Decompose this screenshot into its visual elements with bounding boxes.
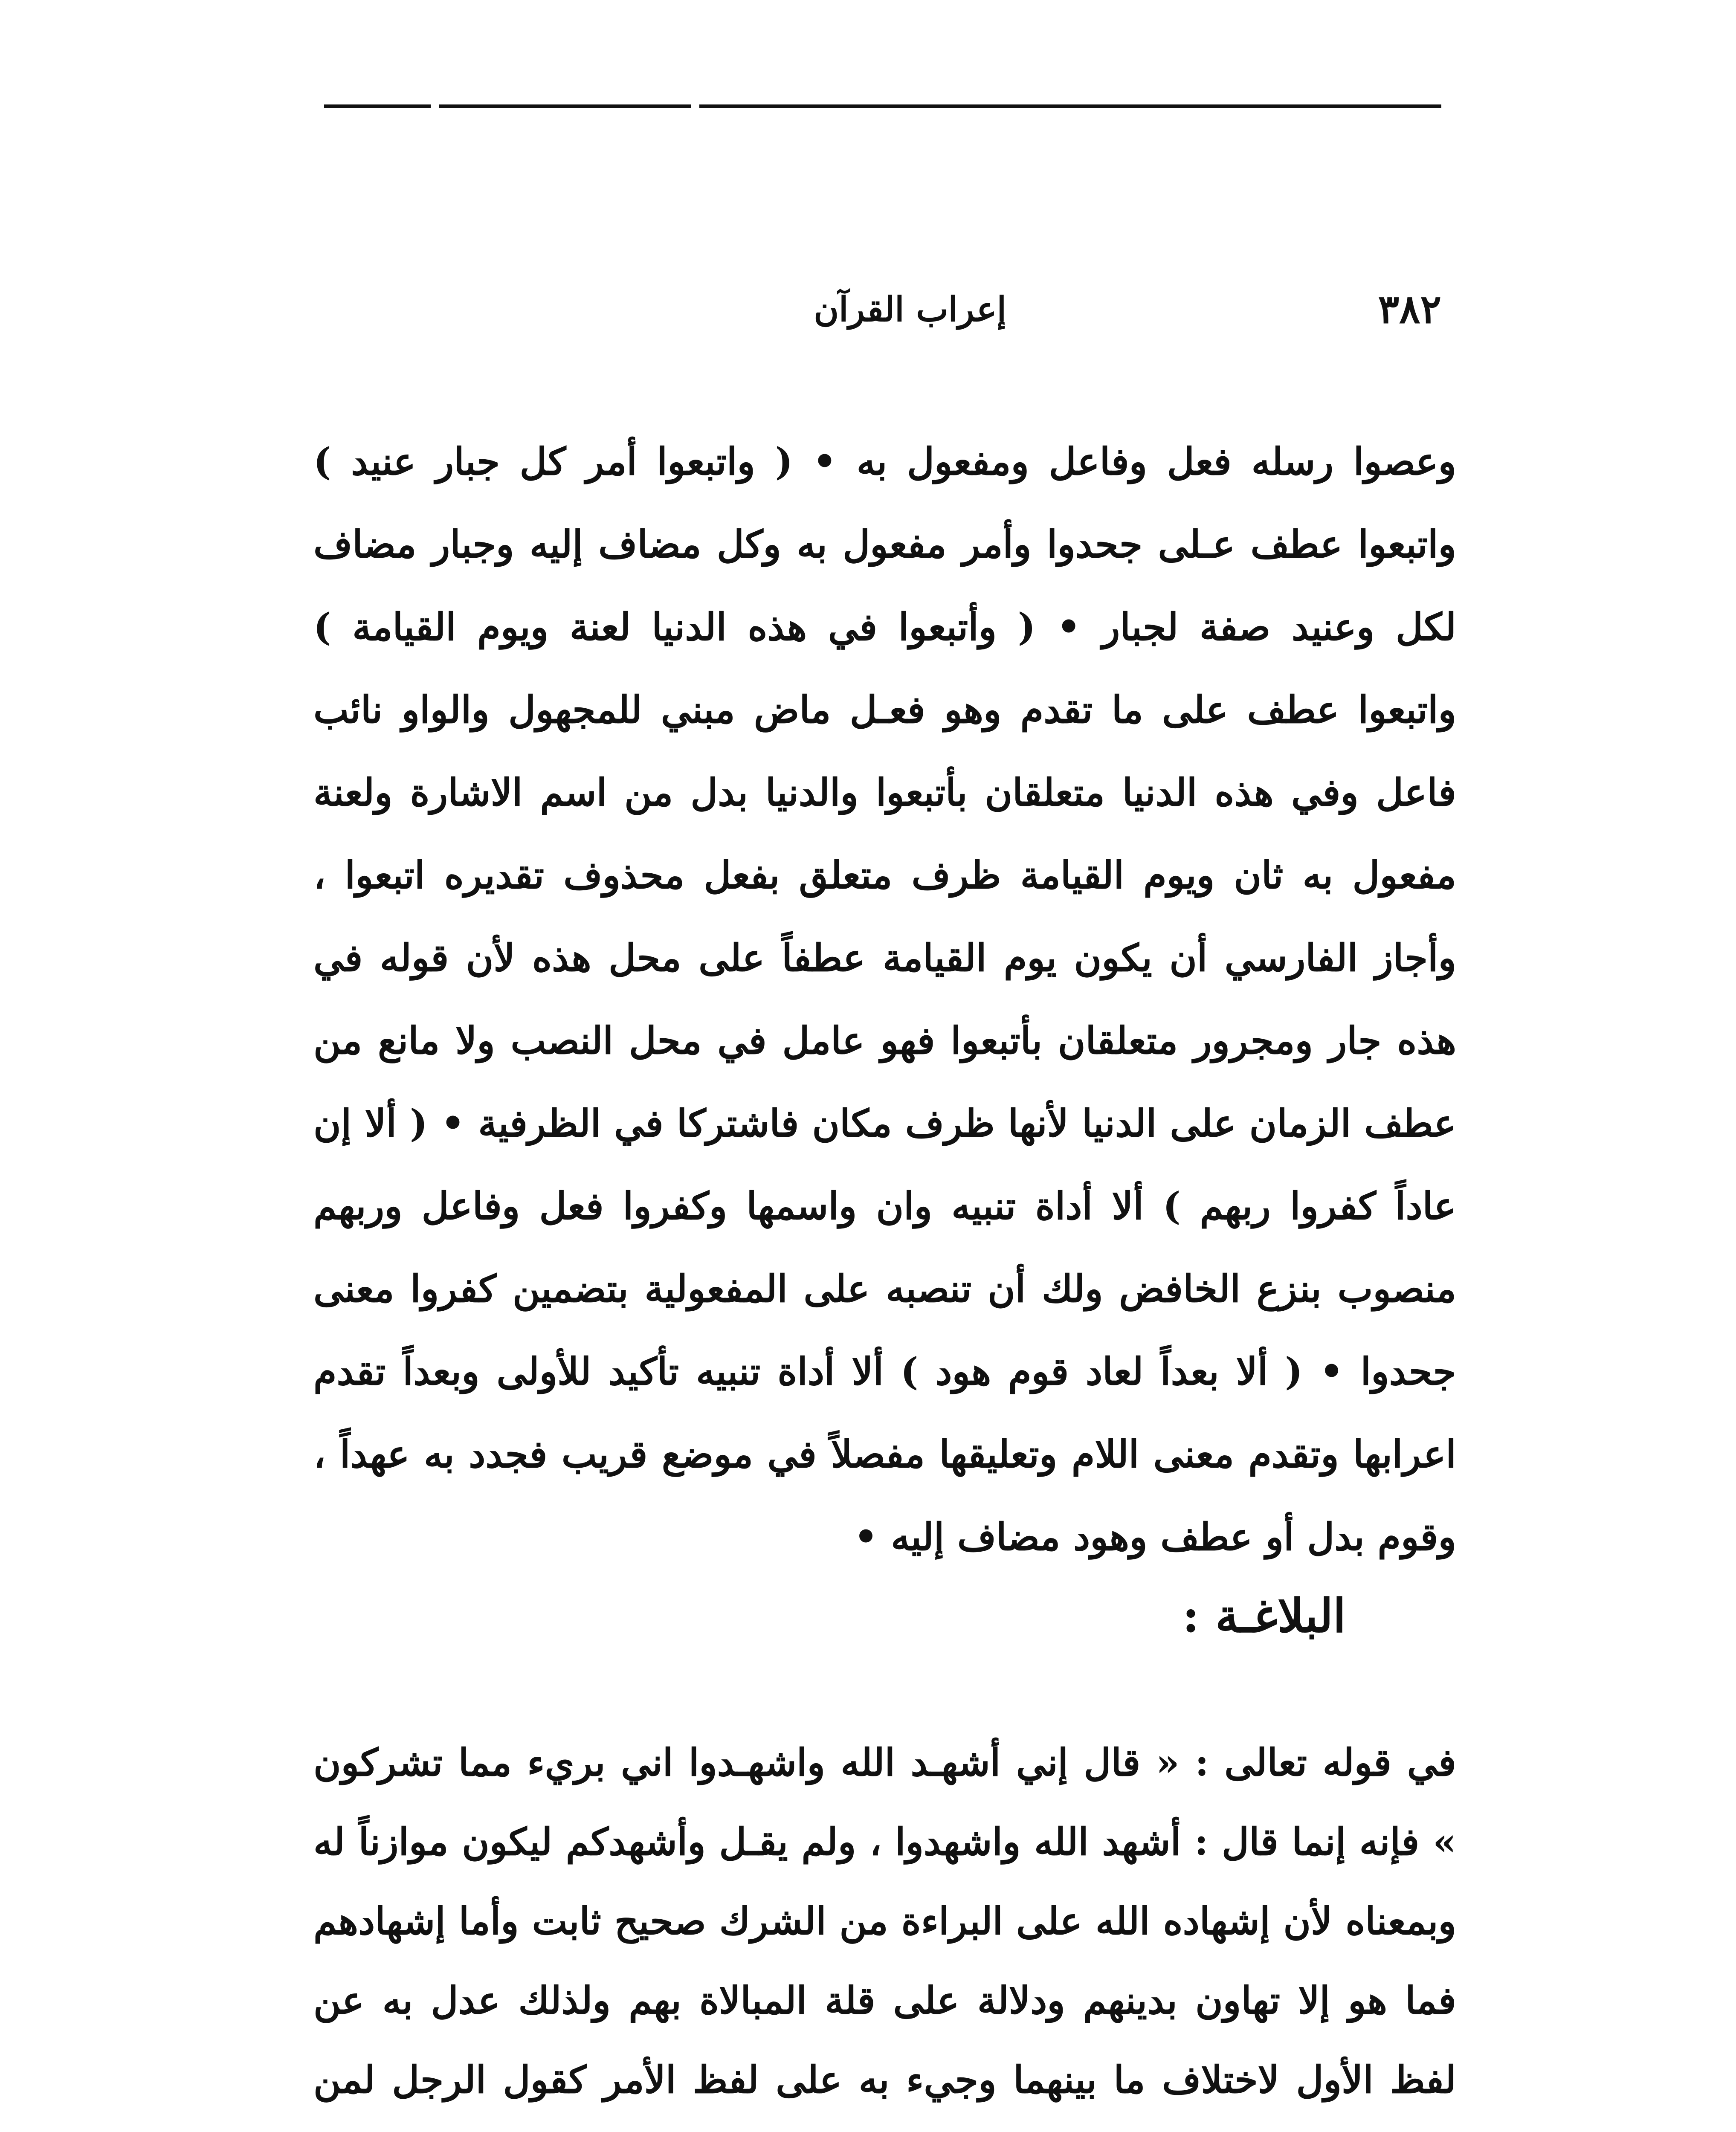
page-number: ٣٨٢ [1378,286,1441,332]
running-title: إعراب القرآن [814,289,1006,329]
page-header [324,279,1441,365]
header-rule-right [699,104,1441,108]
header-rule-middle [439,104,691,108]
paragraph-rhetoric: في قوله تعالى : « قال إني أشهـد الله واشهـدوا اني بريء مما تشركون » فإنه إنما قال : أشهد الله واشهدوا ، ولم يقـل وأشهدكم ليكون موازناً له وبمعناه لأن إشهاده الله على البراءة من الشرك صحيح ثابت وأما إشهادهم فما هو إلا تهاون بدينهم ودلالة على قلة المبالاة بهم ولذلك عدل به عن لفظ الأول لاختلاف ما بينهما وجيء به على لفظ الأمر كقول الرجل لمن [313,1740,1456,2102]
paragraph-grammar: وعصوا رسله فعل وفاعل ومفعول به • ( واتبعوا أمر كل جبار عنيد ) واتبعوا عطف عـلى جحدوا وأمر مفعول به وكل مضاف إليه وجبار مضاف لكل وعنيد صفة لجبار • ( وأتبعوا في هذه الدنيا لعنة ويوم القيامة ) واتبعوا عطف على ما تقدم وهو فعـل ماض مبني للمجهول والواو نائب فاعل وفي هذه الدنيا متعلقان بأتبعوا والدنيا بدل من اسم الاشارة ولعنة مفعول به ثان ويوم القيامة ظرف متعلق بفعل محذوف تقديره اتبعوا ، وأجاز الفارسي أن يكون يوم القيامة عطفاً على محل هذه لأن قوله في هذه جار ومجرور متعلقان بأتبعوا فهو عامل في محل النصب ولا مانع من عطف الزمان على الدنيا لأنها ظرف مكان فاشتركا في الظرفية • ( ألا إن عاداً كفروا ربهم ) ألا أداة تنبيه وان واسمها وكفروا فعل وفاعل وربهم منصوب بنزع الخافض ولك أن تنصبه على المفعولية بتضمين كفروا معنى جحدوا • ( ألا بعداً لعاد قوم هود ) ألا أداة تنبيه تأكيد للأولى وبعداً تقدم اعرابها وتقدم معنى اللام وتعليقها مفصلاً في موضع قريب فجدد به عهداً ، وقوم بدل أو عطف وهود مضاف إليه • [313,439,1457,1559]
section-heading: البلاغـة : [1182,1589,1346,1643]
header-rule-left [324,104,431,108]
